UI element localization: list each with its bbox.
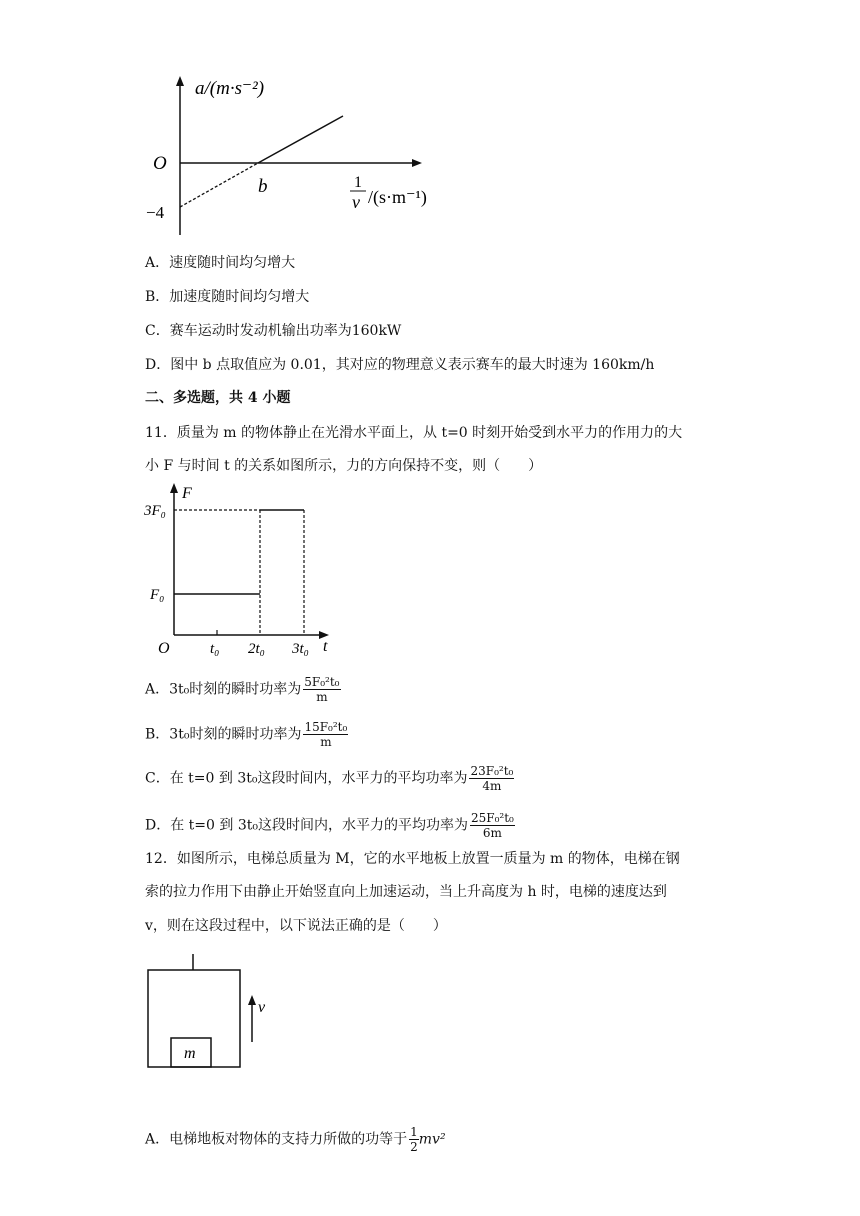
option-letter: C． (145, 323, 170, 339)
fraction (303, 720, 348, 749)
elevator-diagram (140, 948, 280, 1073)
q11-option-d[interactable] (145, 811, 515, 840)
fraction (470, 811, 515, 840)
option-letter: A． (145, 1131, 170, 1148)
velocity-label: v (258, 999, 266, 1016)
q11-option-c[interactable] (145, 764, 514, 793)
q11-option-b[interactable] (145, 720, 348, 749)
option-text: 加速度随时间均匀增大 (169, 289, 310, 305)
x-frac-den: v (352, 192, 360, 212)
x-tick-t0: t₀ (210, 641, 220, 657)
fraction (303, 675, 340, 704)
q10-option-d[interactable] (145, 355, 654, 375)
x-tick-2t0: 2t₀ (248, 641, 265, 657)
y-axis-arrow (170, 483, 178, 493)
q11-stem-line1: 11．质量为 m 的物体静止在光滑水平面上，从 t=0 时刻开始受到水平力的作用力的大 (145, 425, 683, 441)
origin-label: O (153, 153, 167, 174)
q10-option-c[interactable] (145, 321, 401, 341)
fraction (409, 1125, 419, 1154)
y-tick-f0: F₀ (150, 587, 165, 603)
neg4-label: −4 (146, 203, 165, 222)
y-axis-arrow (176, 76, 184, 86)
option-letter: A． (145, 255, 170, 271)
fraction-denominator: 6m (482, 826, 502, 840)
mass-label: m (184, 1045, 196, 1062)
x-unit-label: /(s·m⁻¹) (368, 187, 427, 207)
fraction-numerator: 5F₀²t₀ (304, 675, 340, 689)
option-text: 3t₀时刻的瞬时功率为 (169, 726, 302, 743)
q10-option-a[interactable] (145, 253, 295, 273)
x-axis-arrow (412, 159, 422, 167)
fraction-denominator: 4m (482, 779, 502, 793)
velocity-arrow-head (248, 995, 256, 1005)
q12-stem-line1: 12．如图所示，电梯总质量为 M，它的水平地板上放置一质量为 m 的物体，电梯在钢 (145, 851, 680, 867)
q11-stem-line2: 小 F 与时间 t 的关系如图所示，力的方向保持不变，则（ ） (145, 458, 543, 474)
fraction-denominator: m (320, 735, 332, 749)
option-text: 图中 b 点取值应为 0.01，其对应的物理意义表示赛车的最大时速为 160km/h (170, 357, 655, 373)
y-axis-label: F (182, 485, 192, 502)
option-text: 3t₀时刻的瞬时功率为 (169, 681, 302, 698)
q12-stem-line3: v，则在这段过程中，以下说法正确的是（ ） (145, 918, 447, 934)
b-label: b (258, 176, 268, 197)
fraction (469, 764, 514, 793)
fraction-denominator: 2 (410, 1140, 418, 1154)
option-letter: C． (145, 770, 170, 787)
fraction-numerator: 23F₀²t₀ (470, 764, 514, 778)
acceleration-graph (140, 70, 460, 245)
origin-label: O (158, 640, 170, 657)
option-text: 电梯地板对物体的支持力所做的功等于 (169, 1131, 408, 1148)
option-letter: D． (145, 357, 171, 373)
q10-option-b[interactable] (145, 287, 309, 307)
dashed-line (180, 163, 258, 207)
q12-stem-line2: 索的拉力作用下由静止开始竖直向上加速运动，当上升高度为 h 时，电梯的速度达到 (145, 884, 667, 900)
y-tick-3f0: 3F₀ (144, 503, 166, 519)
option-tail: mv² (418, 1131, 446, 1148)
q12-option-a[interactable] (145, 1125, 446, 1154)
option-letter: A． (145, 681, 170, 698)
option-text: 在 t=0 到 3t₀这段时间内，水平力的平均功率为 (169, 770, 468, 787)
fraction-denominator: m (316, 690, 328, 704)
x-axis-label: t (323, 638, 328, 655)
x-frac-num: 1 (354, 174, 362, 191)
fraction-numerator: 15F₀²t₀ (304, 720, 348, 734)
q11-option-a[interactable] (145, 675, 341, 704)
option-text: 速度随时间均匀增大 (169, 255, 296, 271)
option-letter: B． (145, 726, 170, 743)
force-time-graph (140, 478, 340, 658)
x-tick-3t0: 3t₀ (292, 641, 309, 657)
y-axis-label: a/(m·s⁻²) (195, 78, 265, 99)
option-letter: D． (145, 817, 171, 834)
option-text: 在 t=0 到 3t₀这段时间内，水平力的平均功率为 (170, 817, 468, 834)
option-letter: B． (145, 289, 170, 305)
section-title: 二、多选题，共 4 小题 (145, 390, 291, 406)
fraction-numerator: 1 (410, 1125, 418, 1139)
fraction-numerator: 25F₀²t₀ (471, 811, 514, 825)
option-text: 赛车运动时发动机输出功率为160kW (169, 323, 402, 339)
solid-line (258, 116, 343, 163)
